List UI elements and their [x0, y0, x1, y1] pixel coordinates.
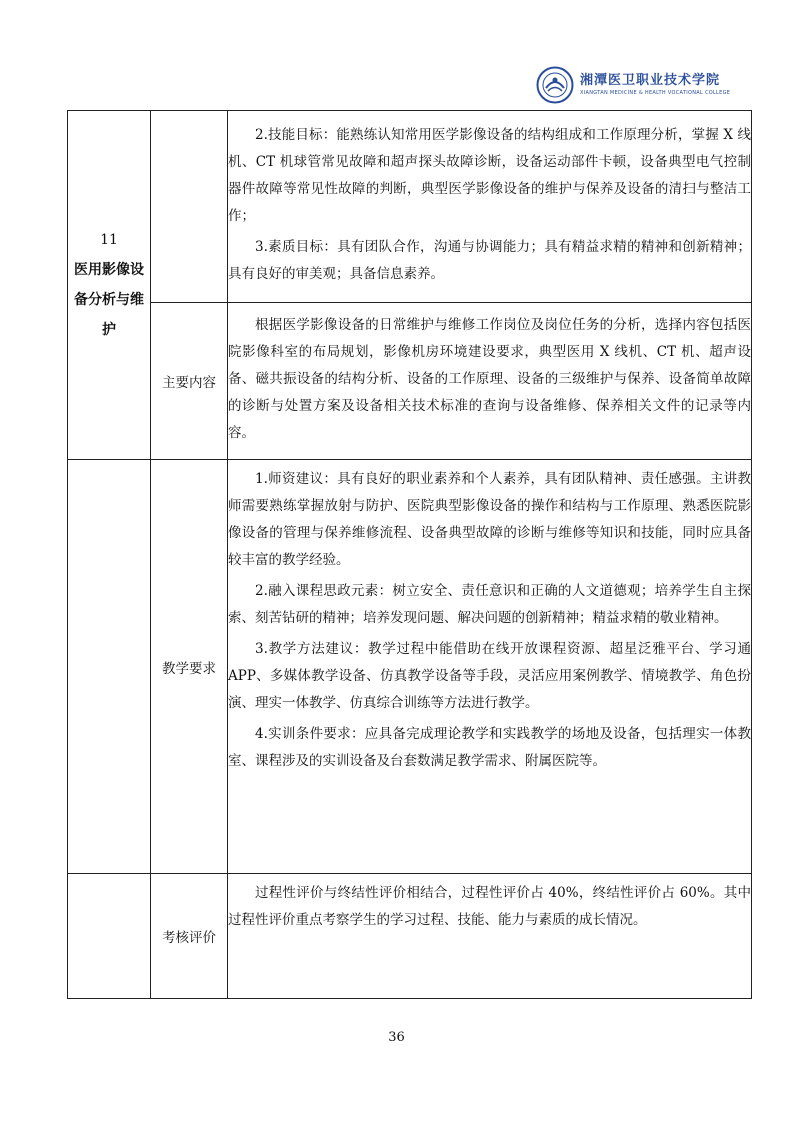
objectives-label-cell: [151, 111, 228, 303]
main-content-cell: [228, 303, 752, 460]
assessment-cell: [228, 874, 752, 999]
school-name-en: XIANGTAN MEDICINE & HEALTH VOCATIONAL COLLEGE: [580, 90, 731, 96]
main-content-text: 根据医学影像设备的日常维护与维修工作岗位及岗位任务的分析，选择内容包括医院影像科室的布局规划，影像机房环境建设要求，典型医用 X 线机、CT 机、超声设备、磁共振设备的结构分析、设备的工作原理、设备的三级维护与保养、设备简单故障的诊断与处置方案及设备相关技术标准的查询与设备维修、保养相关文件的记录等内容。: [228, 316, 751, 441]
school-logo: [536, 66, 731, 106]
teaching-label: 教学要求: [151, 460, 228, 874]
course-name-line: 护: [102, 322, 116, 338]
school-emblem-icon: [536, 66, 574, 104]
page-number: 36: [388, 1030, 405, 1045]
course-name-line: 备分析与维: [74, 292, 144, 308]
empty-cell: [68, 874, 151, 999]
course-title-cell: [68, 111, 151, 460]
main-content-label: 主要内容: [151, 303, 228, 460]
teaching-item: 1.师资建议：具有良好的职业素养和个人素养，具有团队精神、责任感强。主讲教师需要熟练掌握放射与防护、医院典型影像设备的操作和结构与工作原理、熟悉医院影像设备的管理与保养维修流程、设备典型故障的诊断与维修等知识和技能，同时应具备较丰富的教学经验。: [228, 471, 751, 568]
empty-cell: [68, 460, 151, 874]
teaching-cell: [228, 460, 752, 874]
assessment-text: 过程性评价与终结性评价相结合，过程性评价占 40%，终结性评价占 60%。其中过程性评价重点考察学生的学习过程、技能、能力与素质的成长情况。: [228, 885, 751, 928]
teaching-item: 3.教学方法建议：教学过程中能借助在线开放课程资源、超星泛雅平台、学习通 APP、多媒体教学设备、仿真教学设备等手段，灵活应用案例教学、情境教学、角色扮演、理实一体教学、仿真综合训练等方法进行教学。: [228, 641, 751, 711]
course-name-line: 医用影像设: [74, 262, 144, 278]
teaching-item: 4.实训条件要求：应具备完成理论教学和实践教学的场地及设备，包括理实一体教室、课程涉及的实训设备及台套数满足教学需求、附属医院等。: [228, 726, 751, 769]
skill-objective: 2.技能目标：能熟练认知常用医学影像设备的结构组成和工作原理分析，掌握 X 线机、CT 机球管常见故障和超声探头故障诊断，设备运动部件卡顿，设备典型电气控制器件故障等常见性故障的判断，典型医学影像设备的维护与保养及设备的清扫与整洁工作；: [228, 126, 751, 224]
quality-objective: 3.素质目标：具有团队合作，沟通与协调能力；具有精益求精的精神和创新精神；具有良好的审美观；具备信息素养。: [228, 238, 751, 282]
assessment-label: 考核评价: [151, 874, 228, 999]
course-table: [67, 110, 752, 999]
objectives-cell: [228, 111, 752, 303]
school-name: 湘潭医卫职业技术学院: [580, 73, 721, 88]
teaching-item: 2.融入课程思政元素：树立安全、责任意识和正确的人文道德观；培养学生自主探索、刻苦钻研的精神；培养发现问题、解决问题的创新精神；精益求精的敬业精神。: [228, 583, 751, 626]
course-number: 11: [100, 232, 118, 248]
